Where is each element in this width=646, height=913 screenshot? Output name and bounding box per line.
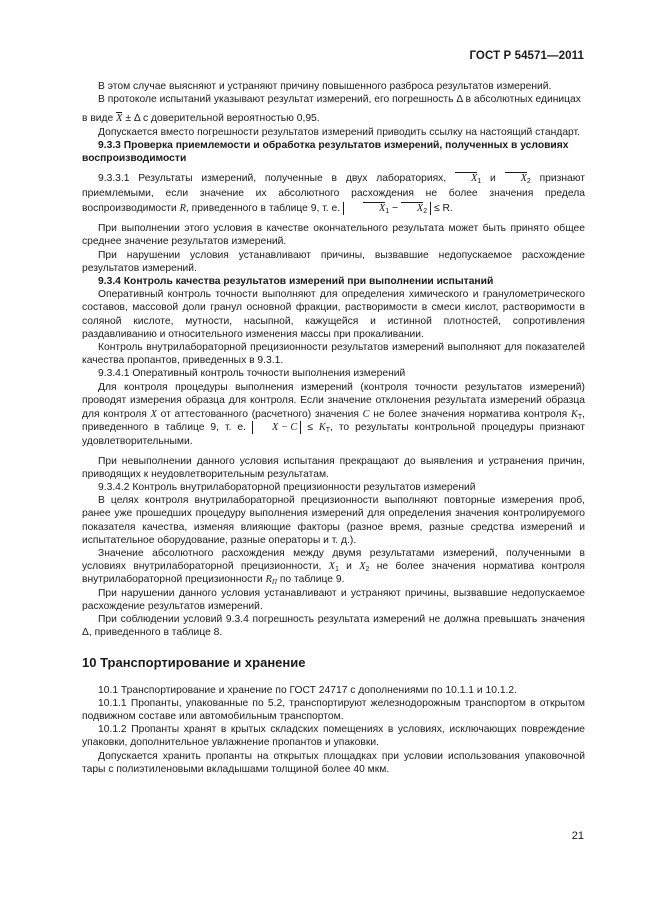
paragraph: Допускается вместо погрешности результатов измерений приводить ссылку на настоящий стандарт.: [98, 126, 580, 138]
subscript: П: [271, 578, 277, 587]
text-run: Для контроля процедуры выполнения измерений (контроля точности результатов измерений) проводят измерения образца для контроля. Если значение отклонения результата измерений образца для контроля: [82, 381, 585, 420]
k-symbol: K: [318, 422, 326, 434]
text-run: ≤: [301, 422, 319, 434]
section-title: 10 Транспортирование и хранение: [82, 655, 306, 671]
text-run: ≤ R.: [431, 203, 453, 215]
paragraph: Оперативный контроль точности выполняют для определения химического и гранулометрического составов, массовой доли гранул основной фракции, растворимости в смеси кислот, растворимости в соляной кислоте, мутности, насыпной, кажущейся и истинной плотностей, сопротивления раздавливанию и относительного изменения массы при прокаливании.: [82, 289, 585, 340]
c-symbol: C: [362, 408, 370, 420]
text-run: не более значения норматива контроля внутрилабораторной прецизионности: [82, 561, 586, 586]
text-run: не более значения норматива контроля: [369, 408, 571, 420]
section-heading: 9.3.4 Контроль качества результатов измерений при выполнении испытаний: [98, 276, 494, 288]
paragraph: [82, 112, 585, 125]
r-symbol: R: [265, 574, 272, 586]
paragraph: 10.1.1 Пропанты, упакованные по 5.2, транспортируют железнодорожным транспортом в открытом подвижном составе или автомобильным транспортом.: [82, 697, 585, 723]
subscript: Т: [577, 413, 583, 421]
subscript: 2: [526, 178, 531, 186]
text-run: ± Δ с доверительной вероятностью 0,95.: [122, 113, 320, 125]
subscript: 1: [477, 178, 482, 186]
paragraph: 10.1.2 Пропанты хранят в крытых складских помещениях в условиях, исключающих повреждение упаковки, дополнительное увлажнение пропантов и упаковки.: [82, 724, 585, 749]
r-symbol: R: [179, 203, 186, 215]
text-run: в виде: [82, 113, 117, 125]
subscript: 2: [365, 566, 370, 574]
subsection-heading: 9.3.4.2 Контроль внутрилабораторной прецизионности результатов измерений: [98, 482, 476, 494]
paragraph: При нарушении данного условия устанавливают и устраняют причины, вызвавшие недопускаемое расхождение результатов измерений.: [82, 587, 585, 612]
paragraph: [82, 381, 585, 449]
paragraph: При выполнении этого условия в качестве окончательного результата может быть принято общее среднее значение результатов измерений.: [82, 223, 585, 248]
paragraph: В протоколе испытаний указывают результат измерений, его погрешность Δ в абсолютных единицах: [98, 94, 581, 106]
paragraph: [82, 547, 585, 587]
paragraph: Допускается хранить пропанты на открытых площадках при условии использования упаковочной тары с полиэтиленовыми вкладышами толщиной более 40 мкм.: [82, 750, 585, 775]
x-symbol: X: [359, 561, 366, 573]
text-run: признают приемлемыми, если значение их абсолютного расхождения не более значения предела воспроизводимости: [82, 173, 585, 215]
x2-symbol: X: [505, 172, 527, 184]
paragraph: 10.1 Транспортирование и хранение по ГОСТ 24717 с дополнениями по 10.1.1 и 10.1.2.: [98, 684, 517, 696]
paragraph: Контроль внутрилабораторной прецизионности результатов измерений выполняют для показателей качества пропантов, приведенных в 9.3.1.: [82, 342, 585, 367]
text-run: по таблице 9.: [276, 574, 345, 586]
x-bar-symbol: X: [116, 113, 123, 125]
subsection-heading: 9.3.4.1 Оперативный контроль точности выполнения измерений: [98, 368, 406, 380]
paragraph: В этом случае выясняют и устраняют причину повышенного разброса результатов измерений.: [98, 81, 552, 92]
paragraph: При соблюдении условий 9.3.4 погрешность результата измерений не должна превышать значения Δ, приведенного в таблице 8.: [82, 614, 585, 639]
x-symbol: X: [150, 408, 157, 420]
paragraph: При нарушении условия устанавливают причины, вызвавшие недопускаемое расхождение результатов измерений.: [82, 249, 585, 274]
text-run: , то результаты контрольной процедуры признают удовлетворительными.: [82, 422, 585, 448]
text-run: 9.3.3.1 Результаты измерений, полученные в двух лабораториях,: [98, 173, 455, 185]
text-run: , приведенного в таблице 9, т. е.: [82, 408, 585, 434]
text-run: и: [338, 561, 360, 573]
body-text: [82, 80, 585, 776]
x-symbol: X: [328, 561, 335, 573]
section-heading: 9.3.3 Проверка приемлемости и обработка результатов измерений, полученных в условиях воспроизводимости: [82, 139, 569, 165]
abs-x-minus-c: X − C: [252, 421, 301, 434]
text-run: от аттестованного (расчетного) значения: [156, 408, 363, 420]
text-run: и: [481, 173, 505, 185]
page-number: 21: [571, 830, 584, 842]
text-run: , приведенного в таблице 9, т. е.: [185, 203, 343, 215]
x1-symbol: X: [455, 172, 477, 184]
paragraph: При невыполнении данного условия испытания прекращают до выявления и устранения причин, приводящих к неудовлетворительным результатам.: [82, 455, 585, 480]
paragraph: В целях контроля внутрилабораторной прецизионности выполняют повторные измерения проб, ранее уже прошедших процедуру выполнения измерений для определения значения контролируемого показателя качества, изменяя влияющие факторы (разное время, разные средства измерений и испытательное оборудование, разные операторы и т. д.).: [82, 495, 585, 546]
paragraph: [82, 171, 585, 216]
subscript: 1: [334, 566, 339, 574]
text-run: Значение абсолютного расхождения между двумя результатами измерений, полученными в условиях внутрилабораторной прецизионности,: [82, 548, 585, 573]
k-symbol: K: [570, 408, 578, 420]
abs-difference: $X_1 - X_2$: [343, 202, 431, 215]
document-header: ГОСТ Р 54571—2011: [469, 50, 584, 62]
subscript: Т: [325, 427, 330, 435]
